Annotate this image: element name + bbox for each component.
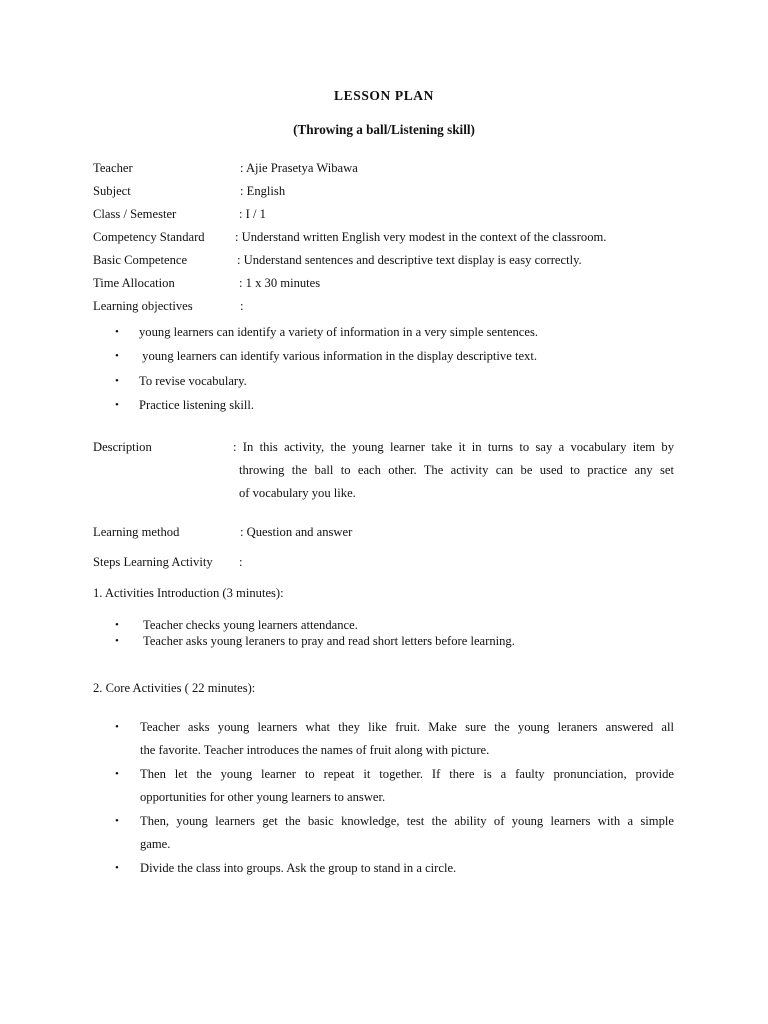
info-label: Time Allocation bbox=[93, 276, 175, 290]
bullet-icon: • bbox=[115, 350, 119, 362]
steps-value: : bbox=[239, 555, 243, 569]
core-item-line: Then let the young learner to repeat it together. If there is a faulty pronunciation, provide bbox=[140, 767, 674, 781]
bullet-icon: • bbox=[115, 375, 119, 387]
info-value: : 1 x 30 minutes bbox=[239, 276, 321, 290]
objective-item: young learners can identify various information in the display descriptive text. bbox=[139, 349, 537, 363]
core-item-line: Then, young learners get the basic knowledge, test the ability of young learners with a simple bbox=[140, 814, 674, 828]
info-label: Learning objectives bbox=[93, 299, 193, 313]
objective-item: young learners can identify a variety of information in a very simple sentences. bbox=[139, 325, 539, 339]
description-line: throwing the ball to each other. The activity can be used to practice any set bbox=[239, 463, 674, 477]
info-value: : English bbox=[240, 184, 286, 198]
core-item-line: the favorite. Teacher introduces the names of fruit along with picture. bbox=[140, 743, 490, 757]
info-label: Competency Standard bbox=[93, 230, 205, 244]
description-line: of vocabulary you like. bbox=[239, 486, 356, 500]
info-value: : I / 1 bbox=[239, 207, 266, 221]
info-value: : Ajie Prasetya Wibawa bbox=[240, 161, 358, 175]
bullet-icon: • bbox=[115, 399, 119, 411]
description-line: : In this activity, the young learner take it in turns to say a vocabulary item by bbox=[233, 440, 674, 454]
intro-heading: 1. Activities Introduction (3 minutes): bbox=[93, 586, 284, 600]
intro-item: Teacher asks young leraners to pray and read short letters before learning. bbox=[143, 634, 515, 648]
info-label: Basic Competence bbox=[93, 253, 188, 267]
intro-item: Teacher checks young learners attendance. bbox=[143, 618, 358, 632]
bullet-icon: • bbox=[115, 815, 119, 827]
bullet-icon: • bbox=[115, 768, 119, 780]
core-item-line: opportunities for other young learners to answer. bbox=[140, 790, 386, 804]
lesson-plan-subtitle: (Throwing a ball/Listening skill) bbox=[293, 122, 475, 137]
bullet-icon: • bbox=[115, 326, 119, 338]
info-label: Class / Semester bbox=[93, 207, 177, 221]
objective-item: To revise vocabulary. bbox=[139, 374, 247, 388]
info-value: : bbox=[240, 299, 244, 313]
objective-item: Practice listening skill. bbox=[139, 398, 255, 412]
core-item-line: game. bbox=[140, 837, 171, 851]
bullet-icon: • bbox=[115, 862, 119, 874]
steps-label: Steps Learning Activity bbox=[93, 555, 213, 569]
learning-method-value: : Question and answer bbox=[240, 525, 353, 539]
lesson-plan-title: LESSON PLAN bbox=[334, 88, 434, 103]
description-label: Description bbox=[93, 440, 152, 454]
learning-method-label: Learning method bbox=[93, 525, 180, 539]
core-heading: 2. Core Activities ( 22 minutes): bbox=[93, 681, 256, 695]
info-label: Subject bbox=[93, 184, 131, 198]
core-item-line: Divide the class into groups. Ask the group to stand in a circle. bbox=[140, 861, 457, 875]
core-item-line: Teacher asks young learners what they like fruit. Make sure the young leraners answered all bbox=[140, 720, 674, 734]
bullet-icon: • bbox=[115, 635, 119, 647]
bullet-icon: • bbox=[115, 619, 119, 631]
info-value: : Understand written English very modest in the context of the classroom. bbox=[235, 230, 607, 244]
info-label: Teacher bbox=[93, 161, 133, 175]
bullet-icon: • bbox=[115, 721, 119, 733]
info-value: : Understand sentences and descriptive text display is easy correctly. bbox=[237, 253, 582, 267]
